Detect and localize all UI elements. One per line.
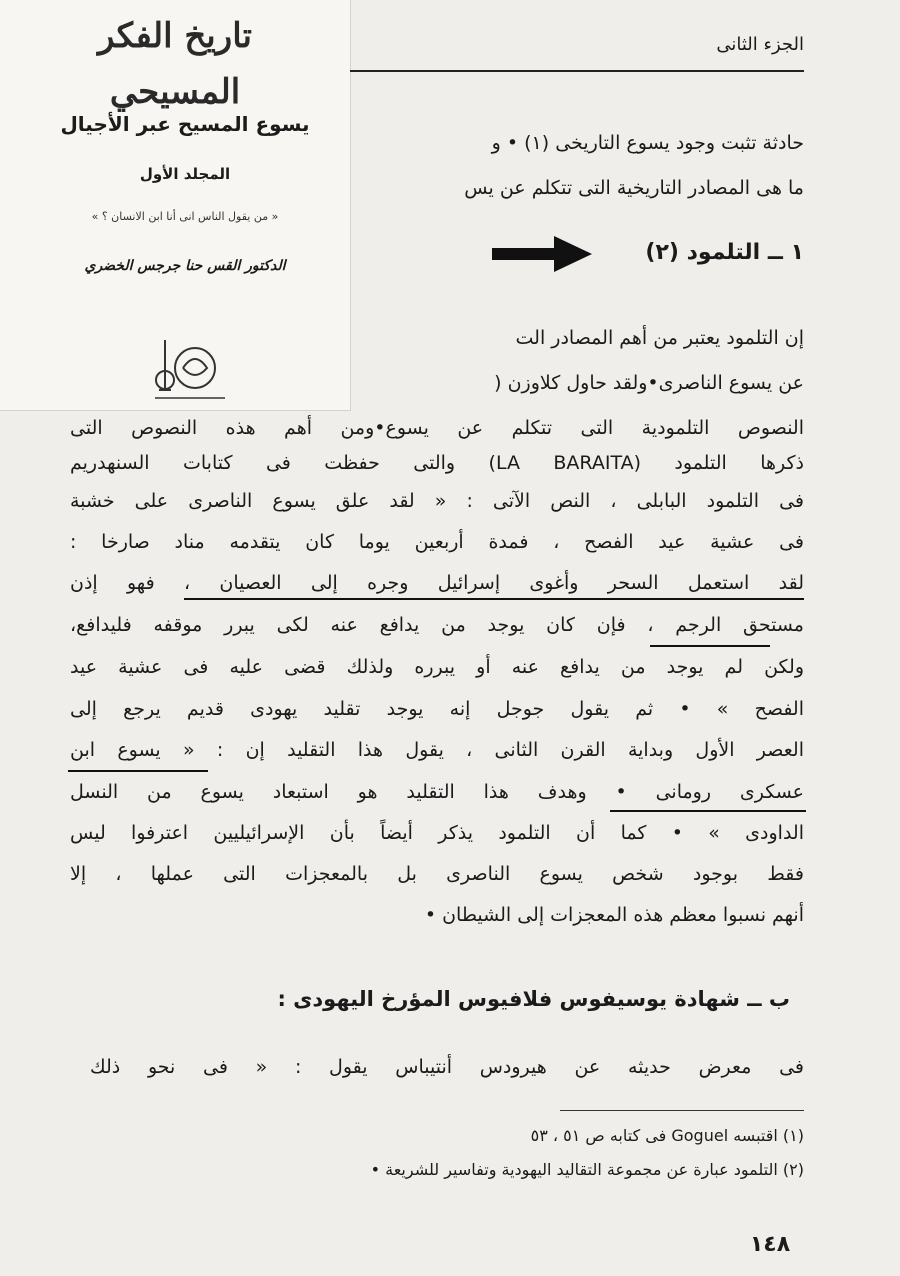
body-line: فى عشية عيد الفصح ، فمدة أربعين يوما كان يتقدمه مناد صارخا :	[70, 531, 804, 553]
underline-mark	[68, 770, 208, 772]
page-number: ١٤٨	[749, 1232, 791, 1257]
underline-mark	[610, 810, 806, 812]
body-line: لقد استعمل السحر وأغوى إسرائيل وجره إلى العصيان ، فهو إذن	[70, 572, 804, 594]
section-heading-josephus: ب ــ شهادة يوسيفوس فلافيوس المؤرخ اليهودى :	[277, 987, 790, 1011]
cover-quote: « من يقول الناس انى أنا ابن الانسان ؟ »	[91, 210, 279, 223]
body-line: فى معرض حديثه عن هيرودس أنتيباس يقول : « فى نحو ذلك	[90, 1056, 804, 1078]
body-line: عن يسوع الناصرى•ولقد حاول كلاوزن (	[494, 372, 804, 394]
body-line: فقط بوجود شخص يسوع الناصرى بل بالمعجزات التى عملها ، إلا	[70, 863, 804, 885]
footnote-1: (١) اقتبسه Goguel فى كتابه ص ٥١ ، ٥٣	[530, 1126, 804, 1145]
arrow-right-icon	[492, 236, 592, 272]
footnote-2: (٢) التلمود عبارة عن مجموعة التقاليد اليهودية وتفاسير للشريعة •	[370, 1160, 804, 1179]
footnote-divider	[560, 1110, 804, 1111]
cover-book-title: يسوع المسيح عبر الأجيال	[60, 112, 310, 136]
body-line: الداودى » • كما أن التلمود يذكر أيضاً بأن الإسرائيليين اعترفوا ليس	[70, 822, 804, 844]
body-line: أنهم نسبوا معظم هذه المعجزات إلى الشيطان •	[424, 904, 804, 926]
body-line: ذكرها التلمود (LA BARAITA) والتى حفظت فى كتابات السنهدريم	[70, 452, 804, 474]
book-cover-image	[0, 0, 351, 411]
body-line: العصر الأول وبداية القرن الثانى ، يقول هذا التقليد إن : « يسوع ابن	[70, 739, 804, 761]
body-line: فى التلمود البابلى ، النص الآتى : « لقد علق يسوع الناصرى على خشبة	[70, 490, 804, 512]
body-line: النصوص التلمودية التى تتكلم عن يسوع•ومن أهم هذه النصوص التى	[70, 417, 804, 439]
body-line: ولكن لم يوجد من يدافع عنه أو يبرره ولذلك قضى عليه فى عشية عيد	[70, 656, 804, 678]
cover-series-title: تاريخ الفكر المسيحي	[97, 16, 253, 112]
header-divider	[350, 70, 804, 72]
underline-mark	[650, 645, 770, 647]
section-heading-talmud: ١ ــ التلمود (٢)	[645, 240, 804, 265]
intro-line-2: ما هى المصادر التاريخية التى تتكلم عن يس	[464, 177, 804, 199]
body-line: الفصح » • ثم يقول جوجل إنه يوجد تقليد يهودى قديم يرجع إلى	[70, 698, 804, 720]
body-line: عسكرى رومانى • وهدف هذا التقليد هو استبعاد يسوع من النسل	[70, 781, 804, 803]
part-header: الجزء الثانى	[716, 34, 804, 55]
cover-author: الدكتور القس حنا جرجس الخضري	[84, 258, 286, 274]
body-line: مستحق الرجم ، فإن كان يوجد من يدافع عنه لكى يبرر موقفه فليدافع،	[70, 614, 804, 636]
intro-line-1: حادثة تثبت وجود يسوع التاريخى (١) • و	[491, 132, 804, 154]
underline-mark	[184, 598, 804, 600]
cover-volume: المجلد الأول	[139, 165, 231, 183]
publisher-logo-icon	[145, 330, 235, 405]
body-line: إن التلمود يعتبر من أهم المصادر الت	[515, 327, 804, 349]
